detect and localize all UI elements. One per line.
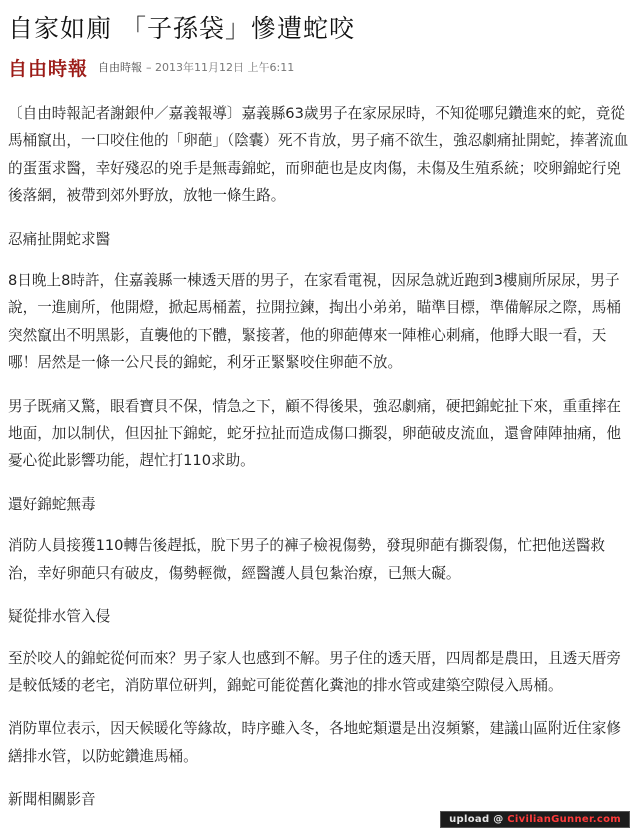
byline: [8, 54, 628, 80]
paragraph: 男子既痛又驚，眼看寶貝不保，情急之下，顧不得後果，強忍劇痛，硬把錦蛇扯下來，重重摔在地面，加以制伏，但因扯下錦蛇，蛇牙拉扯而造成傷口撕裂，卵葩破皮流血，還會陣陣抽痛，他憂心從此影響功能，趕忙打110求助。: [8, 397, 621, 470]
publisher-logo[interactable]: 自由時報: [8, 57, 89, 80]
watermark-prefix: upload @: [449, 814, 508, 825]
subheading: 還好錦蛇無毒: [8, 495, 96, 513]
upload-watermark: [440, 811, 630, 828]
paragraph-lead: 〔自由時報記者謝銀仲／嘉義報導〕嘉義縣63歲男子在家尿尿時，不知從哪兒鑽進來的蛇，竟從馬桶竄出，一口咬住他的「卵葩」（陰囊）死不肯放，男子痛不欲生，強忍劇痛扯開蛇，捧著流血的蛋蛋求醫，幸好殘忍的兇手是無毒錦蛇，而卵葩也是皮肉傷，未傷及生殖系統；咬卵錦蛇行兇後落網，被帶到郊外野放，放牠一條生路。: [8, 105, 629, 205]
article-title: 自家如廁 「子孫袋」慘遭蛇咬: [8, 14, 355, 43]
subheading: 疑從排水管入侵: [8, 608, 111, 626]
paragraph: 消防人員接獲110轉告後趕抵，脫下男子的褲子檢視傷勢，發現卵葩有撕裂傷，忙把他送醫救治，幸好卵葩只有破皮，傷勢輕微，經醫護人員包紮治療，已無大礙。: [8, 537, 606, 582]
paragraph: 消防單位表示，因天候暖化等緣故，時序雖入冬，各地蛇類還是出沒頻繁，建議山區附近住家修繕排水管，以防蛇鑽進馬桶。: [8, 720, 621, 765]
subheading: 忍痛扯開蛇求醫: [8, 230, 111, 248]
watermark-site: CivilianGunner.com: [507, 814, 621, 825]
related-media-heading: 新聞相關影音: [8, 791, 96, 809]
paragraph: 至於咬人的錦蛇從何而來？男子家人也感到不解。男子住的透天厝，四周都是農田，且透天厝旁是較低矮的老宅，消防單位研判，錦蛇可能從舊化糞池的排水管或建築空隙侵入馬桶。: [8, 649, 621, 694]
article-body: [8, 100, 632, 828]
source-name[interactable]: 自由時報: [98, 61, 143, 74]
publish-date: – 2013年11月12日 上午6:11: [146, 61, 295, 74]
paragraph: 8日晚上8時許，住嘉義縣一棟透天厝的男子，在家看電視，因尿急就近跑到3樓廁所尿尿，男子說，一進廁所，他開燈，掀起馬桶蓋，拉開拉鍊，掏出小弟弟，瞄準目標，準備解尿之際，馬桶突然竄出不明黑影，直襲他的下體，緊接著，他的卵葩傳來一陣椎心刺痛，他睜大眼一看，天哪！居然是一條一公尺長的錦蛇，利牙正緊緊咬住卵葩不放。: [8, 272, 621, 372]
